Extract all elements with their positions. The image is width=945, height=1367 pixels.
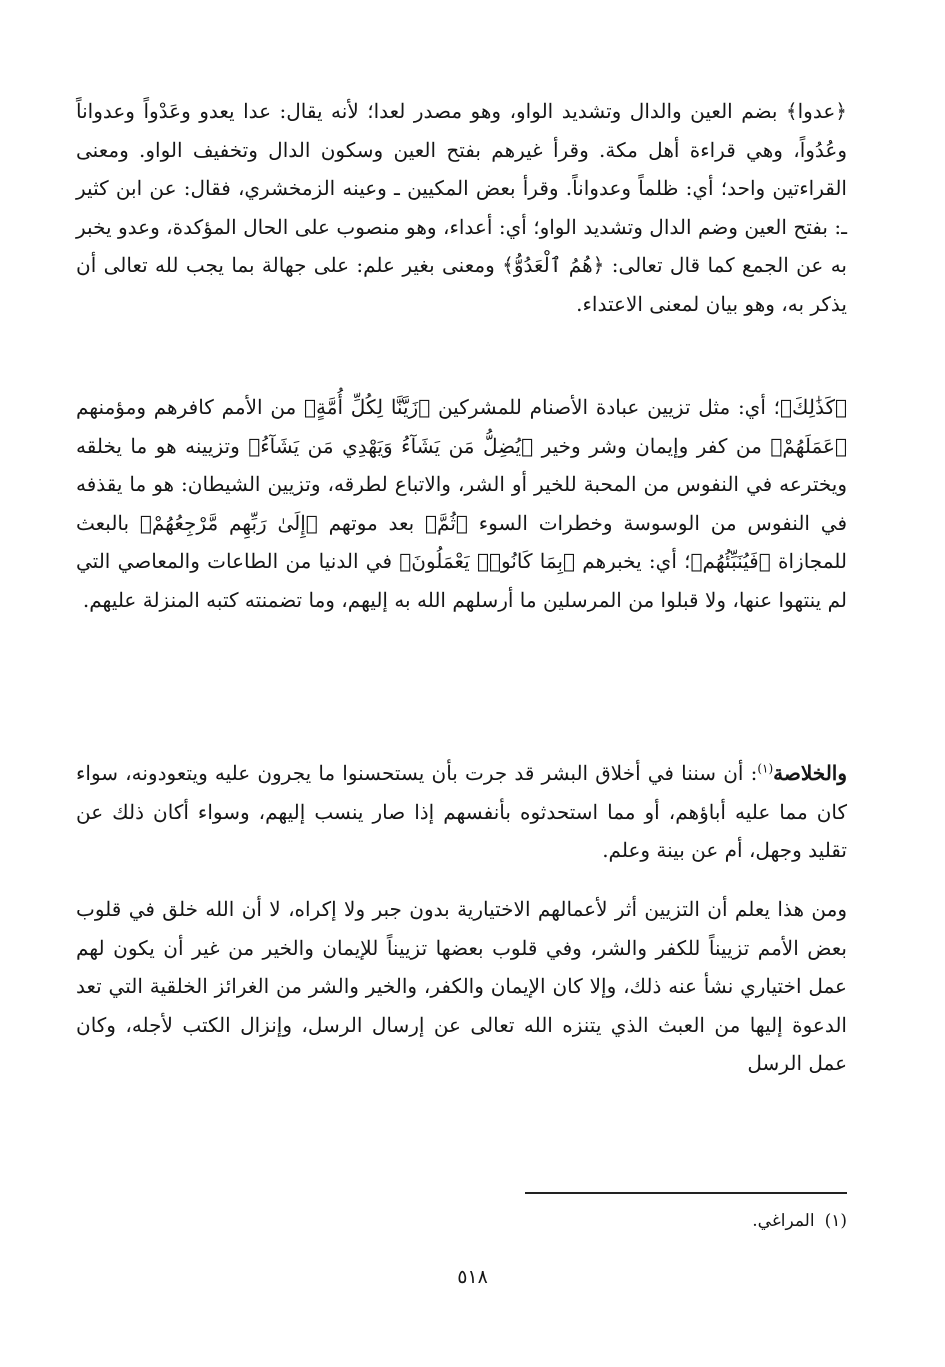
footnote-text: المراغي. [752, 1211, 815, 1231]
paragraph-3-text: : أن سننا في أخلاق البشر قد جرت بأن يستحسنوا ما يجرون عليه ويتعودونه، سواء كان مما عليه أباؤهم، أو مما استحدثوه بأنفسهم إذا صار ينسب إليهم، وسواء أكان ذلك عن تقليد وجهل، أم عن بينة وعلم. [76, 761, 847, 862]
footnote-divider [525, 1192, 847, 1194]
paragraph-1: ﴿عدوا﴾ بضم العين والدال وتشديد الواو، وهو مصدر لعدا؛ لأنه يقال: عدا يعدو وعَدْواً وعدواناً وعُدُواً، وهي قراءة أهل مكة. وقرأ غيرهم بفتح العين وسكون الدال وتخفيف الواو. ومعنى القراءتين واحد؛ أي: ظلماً وعدواناً. وقرأ بعض المكيين ـ وعينه الزمخشري، فقال: عن ابن كثير ـ: بفتح العين وضم الدال وتشديد الواو؛ أي: أعداء، وهو منصوب على الحال المؤكدة، وعدو يخبر به عن الجمع كما قال تعالى: ﴿هُمُ ٱلْعَدُوُّ﴾ ومعنى بغير علم: على جهالة بما يجب لله تعالى أن يذكر به، وهو بيان لمعنى الاعتداء. [76, 99, 847, 316]
paragraph-4: ومن هذا يعلم أن التزيين أثر لأعمالهم الاختيارية بدون جبر ولا إكراه، لا أن الله خلق في قلوب بعض الأمم تزييناً للكفر والشر، وفي قلوب بعضها تزييناً للإيمان والخير من غير أن يكون لهم عمل اختياري نشأ عنه ذلك، وإلا كان الإيمان والكفر، والخير والشر من الغرائز الخلقية التي تعد الدعوة إليها من العبث الذي يتنزه الله تعالى عن إرسال الرسل، وإنزال الكتب لأجله، وكان عمل الرسل [76, 897, 847, 1075]
page-body [76, 92, 847, 1367]
footnote [752, 1208, 847, 1234]
footnote-number: (١) [824, 1211, 847, 1231]
paragraph-2: ﴿كَذَٰلِكَ﴾؛ أي: مثل تزيين عبادة الأصنام للمشركين ﴿زَيَّنَّا لِكُلِّ أُمَّةٍ﴾ من الأمم كافرهم ومؤمنهم ﴿عَمَلَهُمْ﴾ من كفر وإيمان وشر وخير ﴿يُضِلُّ مَن يَشَآءُ وَيَهْدِي مَن يَشَآءُ﴾ وتزيينه هو ما يخلقه ويخترعه في النفوس من المحبة للخير أو الشر، والاتباع لطرقه، وتزيين الشيطان: هو ما يقذفه في النفوس من الوسوسة وخطرات السوء ﴿ثُمَّ﴾ بعد موتهم ﴿إِلَىٰ رَبِّهِم مَّرْجِعُهُمْ﴾ بالبعث للمجازاة ﴿فَيُنَبِّئُهُم﴾؛ أي: يخبرهم ﴿بِمَا كَانُوا۟ يَعْمَلُونَ﴾ في الدنيا من الطاعات والمعاصي التي لم ينتهوا عنها، ولا قبلوا من المرسلين ما أرسلهم الله به إليهم، وما تضمنته كتبه المنزلة عليهم. [76, 395, 847, 612]
footnote-reference[interactable]: (١) [757, 761, 774, 776]
page-number: ٥١٨ [457, 1266, 488, 1288]
summary-heading: والخلاصة [773, 761, 847, 785]
paragraph-3 [76, 754, 847, 870]
